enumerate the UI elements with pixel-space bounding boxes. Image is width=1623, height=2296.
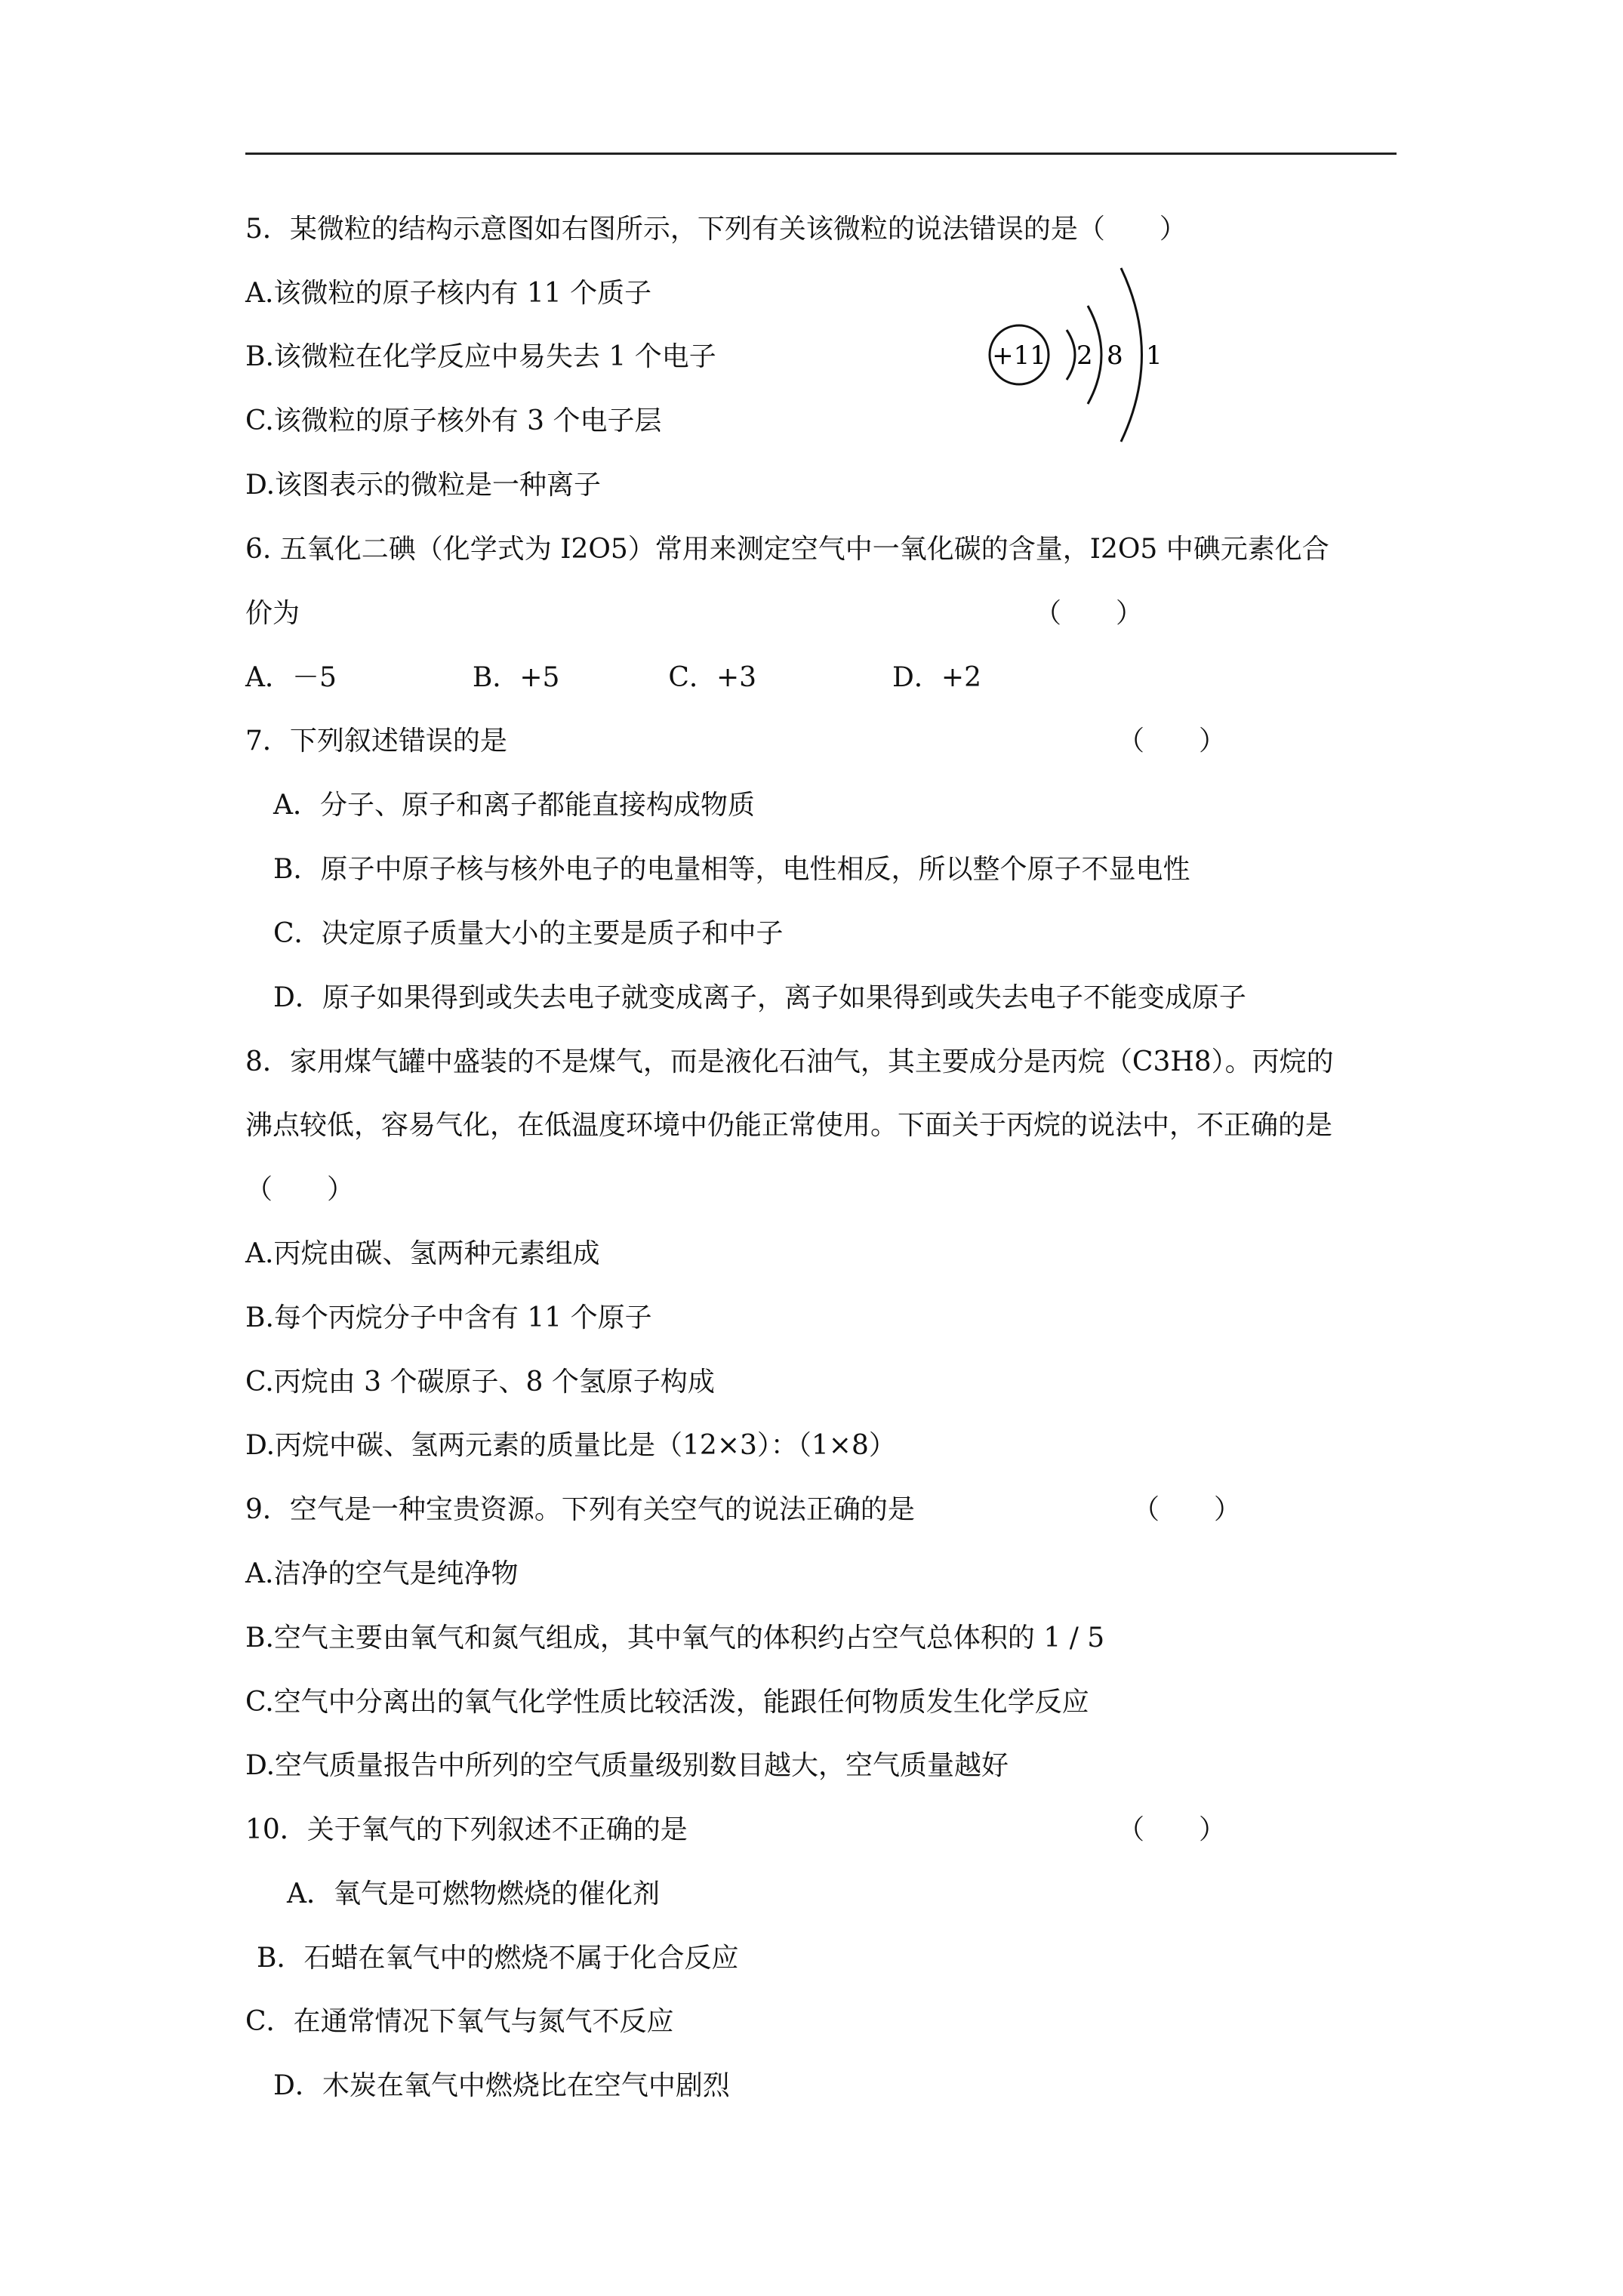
q7-stem: 7．下列叙述错误的是 (245, 726, 507, 757)
q9-option-a: A.洁净的空气是纯净物 (245, 1558, 519, 1589)
q10-option-a: A．氧气是可燃物燃烧的催化剂 (287, 1878, 660, 1909)
q8-stem-line2: 沸点较低，容易气化，在低温度环境中仍能正常使用。下面关于丙烷的说法中，不正确的是 (245, 1110, 1333, 1141)
q5-stem: 5．某微粒的结构示意图如右图所示，下列有关该微粒的说法错误的是（ ） (245, 214, 1187, 245)
q5-option-b: B.该微粒在化学反应中易失去 1 个电子 (245, 341, 716, 372)
q5-option-c: C.该微粒的原子核外有 3 个电子层 (245, 405, 662, 436)
q6-stem-line2: 价为 (245, 598, 300, 629)
q10-option-d: D．木炭在氧气中燃烧比在空气中剧烈 (273, 2070, 730, 2101)
q5-option-d: D.该图表示的微粒是一种离子 (245, 470, 602, 501)
q6-options: A．－5 B．+5 C．+3 D．+2 (245, 662, 981, 693)
q8-option-c: C.丙烷由 3 个碳原子、8 个氢原子构成 (245, 1367, 715, 1398)
atomic-structure-diagram (978, 260, 1174, 449)
q6-stem-line1: 6. 五氧化二碘（化学式为 I2O5）常用来测定空气中一氧化碳的含量，I2O5 中碘元素化合 (245, 534, 1329, 565)
shell-2-electrons: 8 (1107, 341, 1123, 371)
q8-answer-paren: （ ） (245, 1174, 355, 1205)
q9-stem: 9．空气是一种宝贵资源。下列有关空气的说法正确的是 (245, 1494, 915, 1525)
shell-3-electrons: 1 (1146, 341, 1163, 371)
q8-option-b: B.每个丙烷分子中含有 11 个原子 (245, 1302, 652, 1333)
nucleus-charge: +11 (992, 341, 1046, 371)
q7-option-d: D．原子如果得到或失去电子就变成离子，离子如果得到或失去电子不能变成原子 (273, 982, 1246, 1013)
q8-option-d: D.丙烷中碳、氢两元素的质量比是（12×3）：（1×8） (245, 1430, 896, 1461)
q5-option-a: A.该微粒的原子核内有 11 个质子 (245, 278, 652, 309)
q7-option-c: C．决定原子质量大小的主要是质子和中子 (273, 918, 784, 949)
shell-arc-1 (1067, 330, 1075, 380)
q10-stem: 10．关于氧气的下列叙述不正确的是 (245, 1814, 688, 1845)
q7-option-b: B．原子中原子核与核外电子的电量相等，电性相反，所以整个原子不显电性 (273, 854, 1190, 885)
q9-option-b: B.空气主要由氧气和氮气组成，其中氧气的体积约占空气总体积的 1 / 5 (245, 1623, 1105, 1653)
q8-stem-line1: 8．家用煤气罐中盛装的不是煤气，而是液化石油气，其主要成分是丙烷（C3H8）。丙烷的 (245, 1046, 1334, 1077)
shell-arc-3 (1121, 268, 1142, 442)
q9-option-c: C.空气中分离出的氧气化学性质比较活泼，能跟任何物质发生化学反应 (245, 1687, 1089, 1718)
q7-option-a: A．分子、原子和离子都能直接构成物质 (273, 790, 755, 821)
q6-answer-paren: （ ） (1034, 598, 1144, 629)
shell-1-electrons: 2 (1076, 341, 1093, 371)
q9-answer-paren: （ ） (1132, 1494, 1242, 1525)
q10-option-b: B．石蜡在氧气中的燃烧不属于化合反应 (257, 1943, 739, 1974)
q7-answer-paren: （ ） (1117, 726, 1227, 757)
q10-answer-paren: （ ） (1117, 1814, 1227, 1845)
q9-option-d: D.空气质量报告中所列的空气质量级别数目越大，空气质量越好 (245, 1750, 1009, 1781)
q8-option-a: A.丙烷由碳、氢两种元素组成 (245, 1238, 600, 1269)
q10-option-c: C．在通常情况下氧气与氮气不反应 (245, 2006, 674, 2037)
header-rule (245, 153, 1397, 155)
